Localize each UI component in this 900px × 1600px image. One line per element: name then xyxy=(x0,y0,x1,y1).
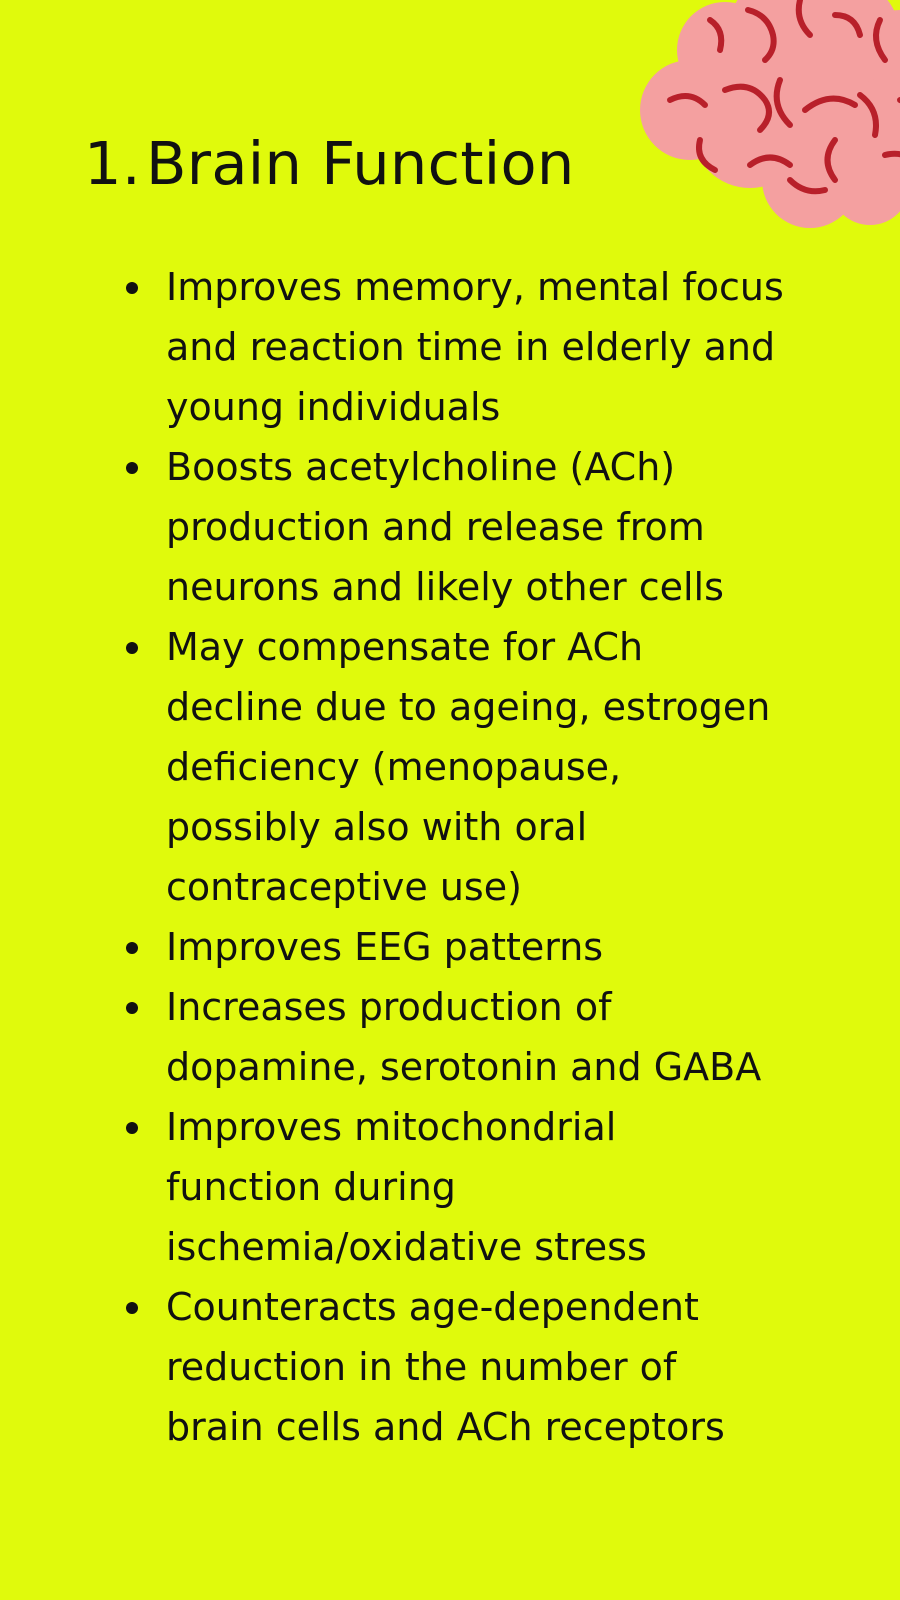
list-item-line: Improves memory, mental focus xyxy=(166,265,784,309)
list-item-line: ischemia/oxidative stress xyxy=(166,1225,647,1269)
brain-icon xyxy=(630,0,900,240)
heading-title: Brain Function xyxy=(146,129,575,198)
bullet-dot-icon xyxy=(126,462,138,474)
list-item-line: production and release from xyxy=(166,505,705,549)
list-item-line: function during xyxy=(166,1165,456,1209)
bullet-list xyxy=(0,257,816,1457)
bullet-dot-icon xyxy=(126,282,138,294)
list-item xyxy=(0,437,816,617)
list-item xyxy=(0,917,816,977)
bullet-dot-icon xyxy=(126,1122,138,1134)
list-item-line: Improves mitochondrial xyxy=(166,1105,617,1149)
list-item-line: decline due to ageing, estrogen xyxy=(166,685,771,729)
list-item-line: young individuals xyxy=(166,385,501,429)
list-item xyxy=(0,1277,816,1457)
list-item-line: Improves EEG patterns xyxy=(166,925,604,969)
list-item-line: Counteracts age-dependent xyxy=(166,1285,699,1329)
list-item-line: dopamine, serotonin and GABA xyxy=(166,1045,762,1089)
list-item-line: possibly also with oral xyxy=(166,805,588,849)
bullet-dot-icon xyxy=(126,642,138,654)
list-item xyxy=(0,1097,816,1277)
list-item-line: deficiency (menopause, xyxy=(166,745,622,789)
list-item-line: Increases production of xyxy=(166,985,612,1029)
list-item-line: Boosts acetylcholine (ACh) xyxy=(166,445,676,489)
bullet-dot-icon xyxy=(126,1002,138,1014)
page-title xyxy=(84,126,575,202)
list-item xyxy=(0,257,816,437)
list-item-line: and reaction time in elderly and xyxy=(166,325,776,369)
bullet-dot-icon xyxy=(126,942,138,954)
list-item xyxy=(0,977,816,1097)
heading-number: 1. xyxy=(84,129,141,198)
list-item xyxy=(0,617,816,917)
bullet-dot-icon xyxy=(126,1302,138,1314)
list-item-line: May compensate for ACh xyxy=(166,625,644,669)
list-item-line: contraceptive use) xyxy=(166,865,522,909)
list-item-line: reduction in the number of xyxy=(166,1345,677,1389)
list-item-line: brain cells and ACh receptors xyxy=(166,1405,725,1449)
list-item-line: neurons and likely other cells xyxy=(166,565,724,609)
